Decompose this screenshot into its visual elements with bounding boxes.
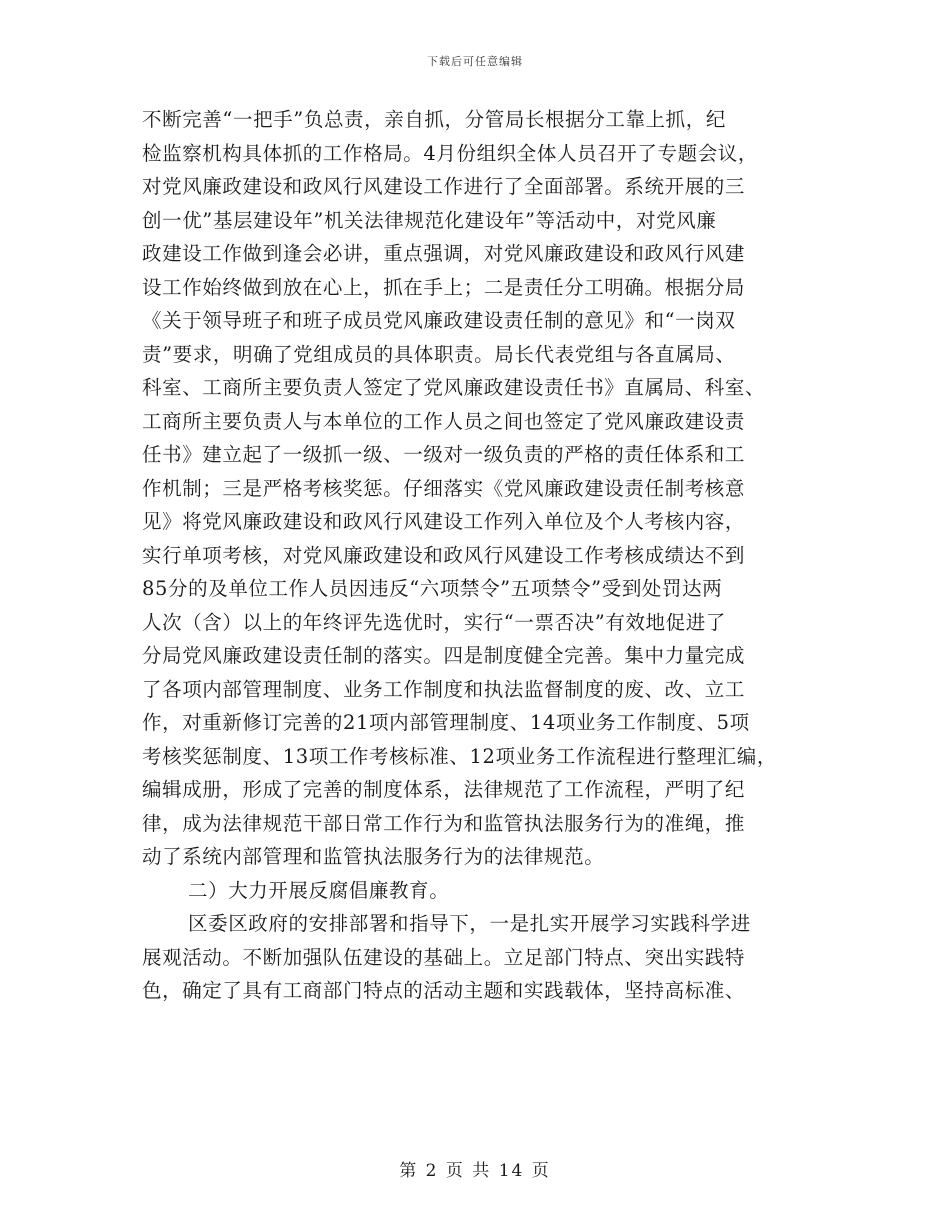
text-line: 责”要求，明确了党组成员的具体职责。局长代表党组与各直属局、 — [142, 342, 736, 366]
text-line: 设工作始终做到放在心上，抓在手上；二是责任分工明确。根据分局 — [142, 275, 746, 299]
text-line: 任书》建立起了一级抓一级、一级对一级负责的严格的责任体系和工 — [142, 443, 746, 466]
text-line: 检监察机构具体抓的工作格局。4月份组织全体人员召开了专题会议， — [142, 141, 759, 165]
text-line: 编辑成册，形成了完善的制度体系，法律规范了工作流程，严明了纪 — [142, 778, 746, 801]
text-line: 区委区政府的安排部署和指导下，一是扎实开展学习实践科学进 — [188, 912, 751, 935]
text-line: 二）大力开展反腐倡廉教育。 — [188, 878, 450, 902]
text-line: 不断完善“一把手”负总责，亲自抓，分管局长根据分工靠上抓，纪 — [142, 108, 726, 131]
text-line: 85分的及单位工作人员因违反“六项禁令”五项禁令”受到处罚达两 — [142, 577, 723, 600]
text-line: 《关于领导班子和班子成员党风廉政建设责任制的意见》和“一岗双 — [142, 309, 736, 332]
text-line: 动了系统内部管理和监管执法服务行为的法律规范。 — [142, 845, 605, 868]
text-line: 了各项内部管理制度、业务工作制度和执法监督制度的废、改、立工 — [142, 677, 746, 701]
text-line: 实行单项考核，对党风廉政建设和政风行风建设工作考核成绩达不到 — [142, 543, 746, 567]
text-line: 创一优”基层建设年”机关法律规范化建设年”等活动中，对党风廉 — [142, 208, 717, 232]
text-line: 人次（含）以上的年终评先选优时，实行“一票否决”有效地促进了 — [142, 610, 726, 634]
text-line: 展观活动。不断加强队伍建设的基础上。立足部门特点、突出实践特 — [142, 945, 746, 969]
page-header: 下载后可任意编辑 — [427, 55, 523, 68]
text-line: 分局党风廉政建设责任制的落实。四是制度健全完善。集中力量完成 — [142, 644, 746, 667]
document-body — [142, 103, 810, 1008]
text-line: 律，成为法律规范干部日常工作行为和监管执法服务行为的准绳，推 — [142, 811, 746, 835]
text-line: 见》将党风廉政建设和政风行风建设工作列入单位及个人考核内容， — [142, 510, 746, 533]
text-line: 作机制；三是严格考核奖惩。仔细落实《党风廉政建设责任制考核意 — [142, 476, 746, 500]
text-line: 科室、工商所主要负责人签定了党风廉政建设责任书》直属局、科室、 — [142, 376, 766, 399]
text-line: 作，对重新修订完善的21项内部管理制度、14项业务工作制度、5项 — [142, 711, 750, 734]
text-line: 考核奖惩制度、13项工作考核标准、12项业务工作流程进行整理汇编， — [142, 744, 777, 768]
page-number: 第 2 页 共 14 页 — [399, 1161, 551, 1181]
text-line: 对党风廉政建设和政风行风建设工作进行了全面部署。系统开展的三 — [142, 175, 746, 198]
text-line: 工商所主要负责人与本单位的工作人员之间也签定了党风廉政建设责 — [142, 409, 746, 433]
text-line: 色，确定了具有工商部门特点的活动主题和实践载体，坚持高标准、 — [142, 979, 746, 1002]
text-line: 政建设工作做到逢会必讲，重点强调，对党风廉政建设和政风行风建 — [142, 242, 746, 265]
